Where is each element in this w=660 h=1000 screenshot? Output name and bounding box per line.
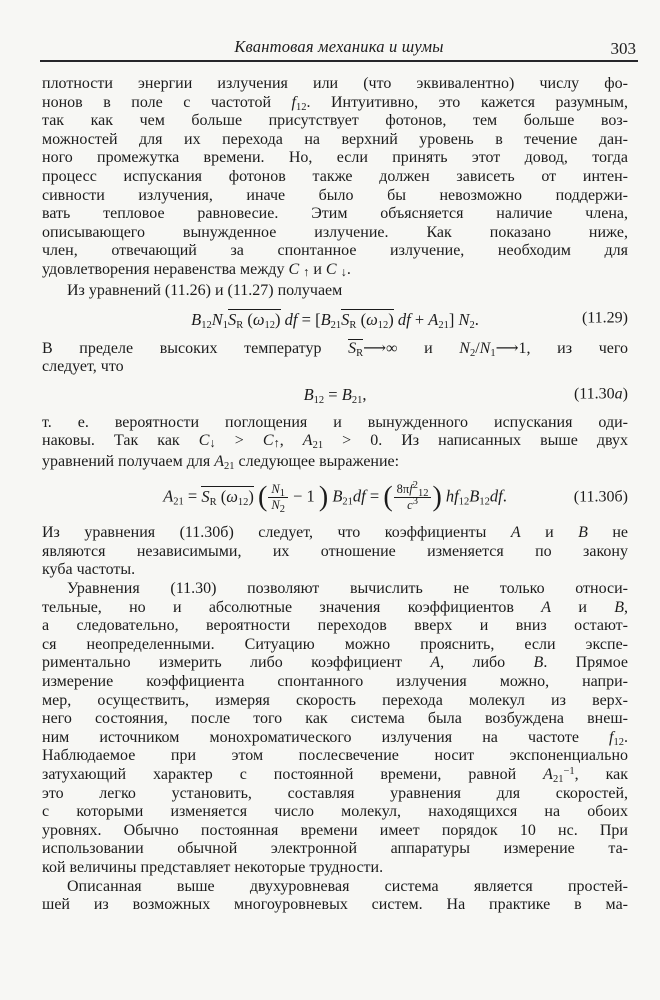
text-line: а следовательно, вероятности переходов вверх и вниз остают- <box>42 617 628 635</box>
display-equation <box>42 480 628 516</box>
text-line: уровнях. Обычно постоянная времени имеет порядок 10 нс. При <box>42 821 628 839</box>
text-line: наковы. Так как C↓ > C↑, $A_{21} > 0$. Из написанных выше двух <box>42 432 629 452</box>
text-line: удовлетворения неравенства между C ↑ и C ↓. <box>42 260 351 279</box>
equation-formula: $A_{21} = S_R$ $(\omega_{12})$ ( $\frac{N_1}{N_2}$ − 1 ) $B_{21}df$ = ( $\frac{8\pi f^2_{12}}{c^3}$ ) $hf_{12}B_{12}df$. <box>163 480 507 516</box>
equation-number: (11.30б) <box>573 488 628 506</box>
text-line: процесс испускания фотонов также должен зависеть от интен- <box>42 167 628 185</box>
text-line: мер, осуществить, измеряя скорость перехода молекул из верх- <box>42 691 628 709</box>
text-line: так как чем больше присутствует фотонов, тем больше воз- <box>42 112 628 130</box>
text-line: член, отвечающий за спонтанное излучение, необходим для <box>42 242 628 260</box>
text-line: это легко установить, составляя уравнения для скоростей, <box>42 784 628 802</box>
text-line: тельные, но и абсолютные значения коэффициентов A и B, <box>42 598 629 616</box>
text-line: использовании обычной электронной аппаратуры измерение та- <box>42 840 628 858</box>
text-line: Описанная выше двухуровневая система является простей- <box>67 877 628 895</box>
text-line: измерение коэффициента спонтанного излучения можно, напри- <box>42 673 628 691</box>
text-line: т. е. вероятности поглощения и вынужденного испускания оди- <box>42 413 628 431</box>
text-line: следует, что <box>42 358 124 376</box>
text-line: кой величины представляет некоторые трудности. <box>42 858 384 876</box>
text-line: В пределе высоких температур $S_R⟶\infty$ и $N_2/N_1⟶1$, из чего <box>42 339 628 359</box>
text-line: Наблюдаемое при этом послесвечение носит экспоненциально <box>42 747 628 765</box>
text-line: Из уравнения (11.30б) следует, что коэффициенты A и B не <box>42 524 629 542</box>
text-line: риментально измерить либо коэффициент A, либо B. Прямое <box>42 654 628 672</box>
text-line: Уравнения (11.30) позволяют вычислить не только относи- <box>67 580 628 598</box>
equation-number: (11.29) <box>581 310 628 328</box>
page-number: 303 <box>610 39 636 58</box>
text-line: вать тепловое равновесие. Этим объясняется наличие члена, <box>42 205 628 223</box>
page-header <box>40 37 638 62</box>
text-line: нонов в поле с частотой $f_{12}$. Интуитивно, это кажется разумным, <box>42 93 628 113</box>
display-equation <box>42 309 628 330</box>
text-line: ного промежутка времени. Но, если принять этот довод, тогда <box>42 149 628 167</box>
text-line: плотности энергии излучения или (что эквивалентно) числу фо- <box>42 75 628 92</box>
text-line: описывающего вынужденное излучение. Как показано ниже, <box>42 223 628 241</box>
text-line: можностей для их перехода на верхний уровень в течение дан- <box>42 130 628 148</box>
text-line: ся неопределенными. Ситуацию можно прояснить, если экспе- <box>42 635 628 653</box>
text-line: шей из возможных многоуровневых систем. На практике в ма- <box>42 896 628 914</box>
text-line: него состояния, после того как система была возбуждена внеш- <box>42 710 628 728</box>
equation-formula: $B_{12} = B_{21}$, <box>303 384 367 406</box>
text-line: затухающий характер с постоянной времени, равной $A_{21}^{-1}$, как <box>42 766 629 785</box>
text-line: уравнений получаем для $A_{21}$ следующее выражение: <box>42 452 400 472</box>
display-equation <box>42 386 628 405</box>
equation-number: (11.30a) <box>573 385 628 403</box>
text-line: куба частоты. <box>42 561 136 579</box>
text-line: являются независимыми, их отношение изменяется по закону <box>42 542 628 560</box>
text-line: сивности излучения, иначе было бы невозможно поддержи- <box>42 186 628 204</box>
equation-formula: $B_{12}N_1S_R$ $(\omega_{12})$ df = [$B_{21}S_R$ $(\omega_{12})$ df + $A_{21}$] $N_2$. <box>191 310 479 332</box>
text-line: Из уравнений (11.26) и (11.27) получаем <box>67 281 343 299</box>
text-line: ним источником монохроматического излучения на частоте $f_{12}$. <box>42 728 628 748</box>
page-body <box>42 75 628 915</box>
running-head: Квантовая механика и шумы <box>234 37 444 56</box>
text-line: с которыми изменяется число молекул, находящихся на обоих <box>42 803 628 821</box>
